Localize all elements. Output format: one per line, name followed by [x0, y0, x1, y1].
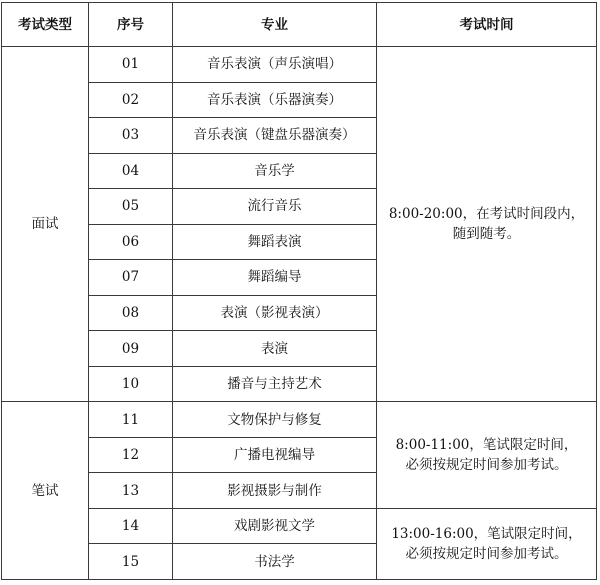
number-cell: 11: [89, 402, 173, 438]
number-cell: 01: [89, 47, 173, 83]
table-row: [2, 402, 597, 438]
exam-schedule-table: [1, 2, 597, 580]
major-cell: 戏剧影视文学: [173, 508, 377, 544]
major-cell: 音乐表演（键盘乐器演奏）: [173, 118, 377, 154]
number-cell: 12: [89, 437, 173, 473]
number-cell: 10: [89, 366, 173, 402]
major-cell: 音乐表演（声乐演唱）: [173, 47, 377, 83]
header-major: 专业: [173, 3, 377, 47]
header-number: 序号: [89, 3, 173, 47]
number-cell: 02: [89, 82, 173, 118]
number-cell: 14: [89, 508, 173, 544]
major-cell: 音乐学: [173, 153, 377, 189]
number-cell: 09: [89, 331, 173, 367]
number-cell: 15: [89, 544, 173, 580]
number-cell: 04: [89, 153, 173, 189]
exam-time-cell: [377, 402, 597, 509]
number-cell: 03: [89, 118, 173, 154]
table-body: [2, 47, 597, 580]
header-exam-time: 考试时间: [377, 3, 597, 47]
major-cell: 舞蹈编导: [173, 260, 377, 296]
major-cell: 广播电视编导: [173, 437, 377, 473]
number-cell: 05: [89, 189, 173, 225]
exam-time-line: 8:00-11:00，笔试限定时间，: [395, 437, 578, 454]
major-cell: 影视摄影与制作: [173, 473, 377, 509]
number-cell: 07: [89, 260, 173, 296]
major-cell: 音乐表演（乐器演奏）: [173, 82, 377, 118]
exam-time-cell: [377, 508, 597, 579]
header-exam-type: 考试类型: [2, 3, 89, 47]
major-cell: 文物保护与修复: [173, 402, 377, 438]
exam-time-line: 8:00-20:00，在考试时间段内，: [388, 206, 585, 223]
number-cell: 13: [89, 473, 173, 509]
table-row: [2, 508, 597, 544]
major-cell: 表演（影视表演）: [173, 295, 377, 331]
major-cell: 流行音乐: [173, 189, 377, 225]
header-row: [2, 3, 597, 47]
exam-time-cell: [377, 47, 597, 402]
exam-time-line: 必须按规定时间参加考试。: [405, 457, 568, 474]
major-cell: 书法学: [173, 544, 377, 580]
major-cell: 播音与主持艺术: [173, 366, 377, 402]
exam-time-line: 13:00-16:00，笔试限定时间，: [391, 525, 582, 542]
exam-time-line: 必须按规定时间参加考试。: [405, 545, 568, 562]
table-row: [2, 47, 597, 83]
exam-type-cell: 面试: [2, 47, 89, 402]
exam-time-line: 随到随考。: [452, 226, 521, 243]
major-cell: 表演: [173, 331, 377, 367]
major-cell: 舞蹈表演: [173, 224, 377, 260]
number-cell: 06: [89, 224, 173, 260]
number-cell: 08: [89, 295, 173, 331]
exam-type-cell: 笔试: [2, 402, 89, 580]
